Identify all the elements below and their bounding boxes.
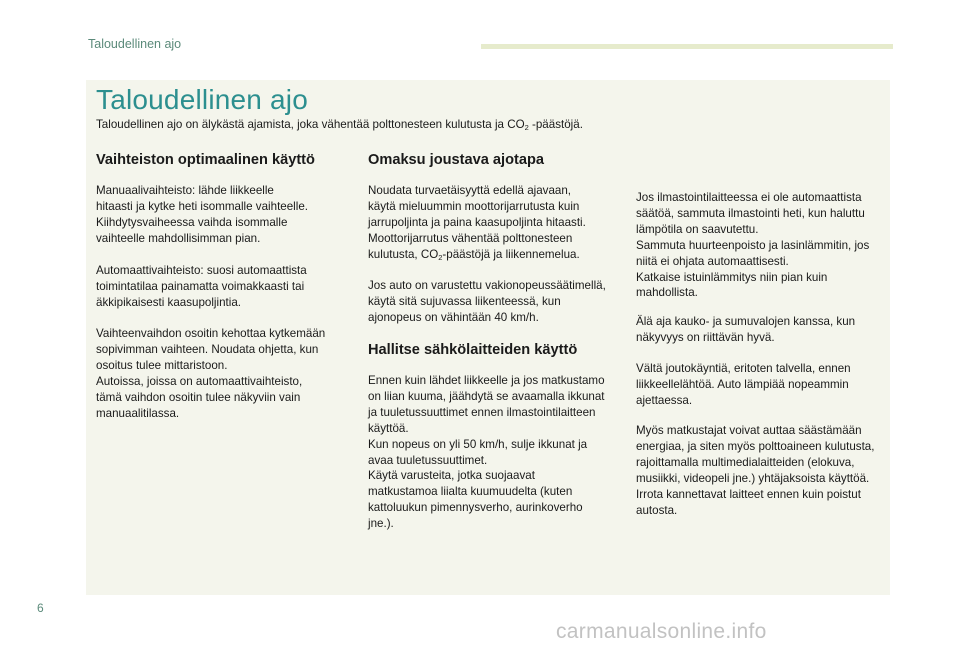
paragraph-air-conditioning: Jos ilmastointilaitteessa ei ole automaattista säätöä, sammuta ilmastointi heti, kun haluttu lämpötila on saavutettu. Sammuta huurteenpoisto ja lasinlämmitin, jos niitä ei ohjata automaattisesti. Katkaise istuinlämmitys niin pian kuin mahdollista. bbox=[636, 191, 870, 300]
paragraph-safety-distance bbox=[368, 183, 630, 263]
heading-driving-style: Omaksu joustava ajotapa bbox=[368, 152, 545, 168]
paragraph-passengers: Myös matkustajat voivat auttaa säästämään energiaa, ja siten myös polttoaineen kulutusta, rajoittamalla multimedialaitteiden (elokuva, musiikki, videopeli jne.) yhtäjaksoista käyttöä. Irrota kannettavat laitteet ennen kuin poistut autosta. bbox=[636, 424, 875, 517]
page-title: Taloudellinen ajo bbox=[96, 84, 309, 115]
paragraph-safety-distance-end: -päästöjä ja liikennemelua. bbox=[442, 247, 580, 261]
paragraph-cruise-control: Jos auto on varustettu vakionopeussäätimellä, käytä sitä sujuvassa liikenteessä, kun ajonopeus on vähintään 40 km/h. bbox=[368, 279, 606, 324]
heading-gearbox: Vaihteiston optimaalinen käyttö bbox=[96, 152, 315, 168]
header-rule bbox=[481, 44, 893, 49]
running-header: Taloudellinen ajo bbox=[88, 37, 182, 51]
paragraph-safety-distance-text: Noudata turvaetäisyyttä edellä ajavaan, käytä mieluummin moottorijarrutusta kuin jarrupoljinta ja paina kaasupoljinta hitaasti. Moottorijarrutus vähentää polttonesteen kulutusta, CO bbox=[368, 184, 586, 261]
paragraph-gear-indicator: Vaihteenvaihdon osoitin kehottaa kytkemään sopivimman vaihteen. Noudata ohjetta, kun osoitus tulee mittaristoon. Autoissa, joissa on automaattivaihteisto, tämä vaihdon osoitin tulee näkyviin vain manuaalitilassa. bbox=[96, 327, 326, 420]
co2-subscript: 2 bbox=[438, 252, 443, 262]
watermark-text: carmanualsonline.info bbox=[556, 620, 767, 643]
paragraph-idling: Vältä joutokäyntiä, eritoten talvella, ennen liikkeellelähtöä. Auto lämpiää nopeammin ajettaessa. bbox=[636, 362, 851, 407]
paragraph-cooling: Ennen kuin lähdet liikkeelle ja jos matkustamo on liian kuuma, jäähdytä se avaamalla ikkunat ja tuuletussuuttimet ennen ilmastointilaitteen käyttöä. Kun nopeus on yli 50 km/h, sulje ikkunat ja avaa tuuletussuuttimet. Käytä varusteita, jotka suojaavat matkustamoa liialta kuumuudelta (kuten kattoluukun pimennysverho, aurinkoverho jne.). bbox=[368, 374, 605, 531]
intro-text bbox=[96, 118, 583, 132]
paragraph-lights: Älä aja kauko- ja sumuvalojen kanssa, kun näkyvyys on riittävän hyvä. bbox=[636, 315, 856, 344]
paragraph-automatic-gearbox: Automaattivaihteisto: suosi automaattista toimintatilaa painamatta voimakkaasti tai äkkipikaisesti kaasupoljintia. bbox=[96, 264, 307, 309]
page-number: 6 bbox=[37, 601, 44, 615]
intro-text-end: -päästöjä. bbox=[528, 118, 583, 131]
paragraph-manual-gearbox: Manuaalivaihteisto: lähde liikkeelle hitaasti ja kytke heti isommalle vaihteelle. Kiihdytysvaiheessa vaihda isommalle vaihteelle mahdollisimman pian. bbox=[96, 184, 309, 245]
intro-text-start: Taloudellinen ajo on älykästä ajamista, joka vähentää polttonesteen kulutusta ja CO bbox=[96, 118, 525, 131]
intro-subscript: 2 bbox=[524, 123, 529, 132]
heading-electrical-equipment: Hallitse sähkölaitteiden käyttö bbox=[368, 342, 578, 358]
